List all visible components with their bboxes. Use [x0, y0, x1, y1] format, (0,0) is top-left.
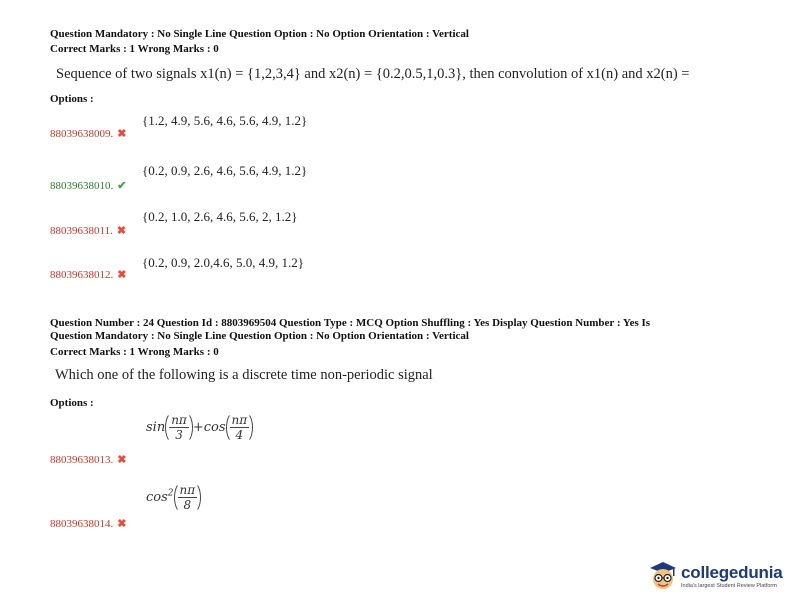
collegedunia-logo: [648, 560, 783, 592]
options-label: Options :: [50, 397, 94, 409]
formula-function: cos: [203, 420, 226, 435]
formula-function: sin: [146, 420, 166, 435]
question-text: Which one of the following is a discrete time non-periodic signal: [55, 367, 433, 383]
formula-paren: [226, 412, 254, 443]
option-formula: [146, 482, 201, 513]
question-meta-line: Question Mandatory : No Single Line Question Option : No Option Orientation : Vertical: [50, 330, 469, 342]
formula-exponent: 2: [167, 488, 174, 499]
option-id: 88039638010.: [50, 180, 114, 192]
option-id: 88039638011.: [50, 225, 113, 237]
option-id: 88039638014.: [50, 518, 114, 530]
marks-line: Correct Marks : 1 Wrong Marks : 0: [50, 346, 219, 358]
formula-fraction: [169, 413, 189, 442]
option-formula: [146, 412, 253, 443]
logo-name: collegedunia: [681, 563, 783, 582]
question-meta-line: Question Mandatory : No Single Line Question Option : No Option Orientation : Vertical: [50, 28, 469, 40]
options-label: Options :: [50, 93, 94, 105]
option-text: {0.2, 0.9, 2.6, 4.6, 5.6, 4.9, 1.2}: [142, 163, 308, 178]
formula-fraction: [230, 413, 250, 442]
formula-fraction: [178, 483, 198, 512]
option-row: [50, 176, 126, 194]
formula-numerator: nπ: [171, 413, 187, 427]
option-row: [50, 221, 126, 239]
question-text: Sequence of two signals x1(n) = {1,2,3,4} and x2(n) = {0.2,0.5,1,0.3}, then convolution of x1(n) and x2(n) =: [56, 66, 690, 82]
option-text: {1.2, 4.9, 5.6, 4.6, 5.6, 4.9, 1.2}: [142, 113, 308, 128]
option-row: [50, 265, 126, 283]
formula-denominator: 4: [235, 428, 244, 442]
question-meta-line: Question Number : 24 Question Id : 8803969504 Question Type : MCQ Option Shuffling : Yes Display Question Number : Yes Is: [50, 317, 651, 329]
option-row: [50, 514, 126, 532]
cross-icon: ✖: [117, 454, 127, 466]
option-id: 88039638009.: [50, 128, 114, 140]
cross-icon: ✖: [117, 518, 127, 530]
cross-icon: ✖: [117, 128, 127, 140]
check-icon: ✔: [117, 180, 127, 192]
formula-paren: [165, 412, 193, 443]
option-text: {0.2, 0.9, 2.0,4.6, 5.0, 4.9, 1.2}: [142, 255, 304, 270]
formula-numerator: nπ: [179, 483, 196, 497]
logo-tagline: India's largest Student Review Platform: [681, 583, 777, 589]
formula-numerator: nπ: [231, 413, 248, 427]
option-row: [50, 124, 126, 142]
formula-denominator: 3: [175, 428, 183, 442]
option-id: 88039638013.: [50, 454, 114, 466]
marks-line: Correct Marks : 1 Wrong Marks : 0: [50, 43, 219, 55]
cross-icon: ✖: [116, 225, 127, 237]
formula-denominator: 8: [183, 498, 192, 512]
formula-function: cos: [146, 490, 168, 505]
cross-icon: ✖: [117, 269, 127, 281]
formula-operator: +: [192, 420, 204, 435]
option-id: 88039638012.: [50, 269, 114, 281]
option-row: [50, 450, 126, 468]
option-text: {0.2, 1.0, 2.6, 4.6, 5.6, 2, 1.2}: [142, 209, 298, 224]
formula-paren: [174, 482, 202, 513]
mascot-icon: [648, 560, 678, 592]
